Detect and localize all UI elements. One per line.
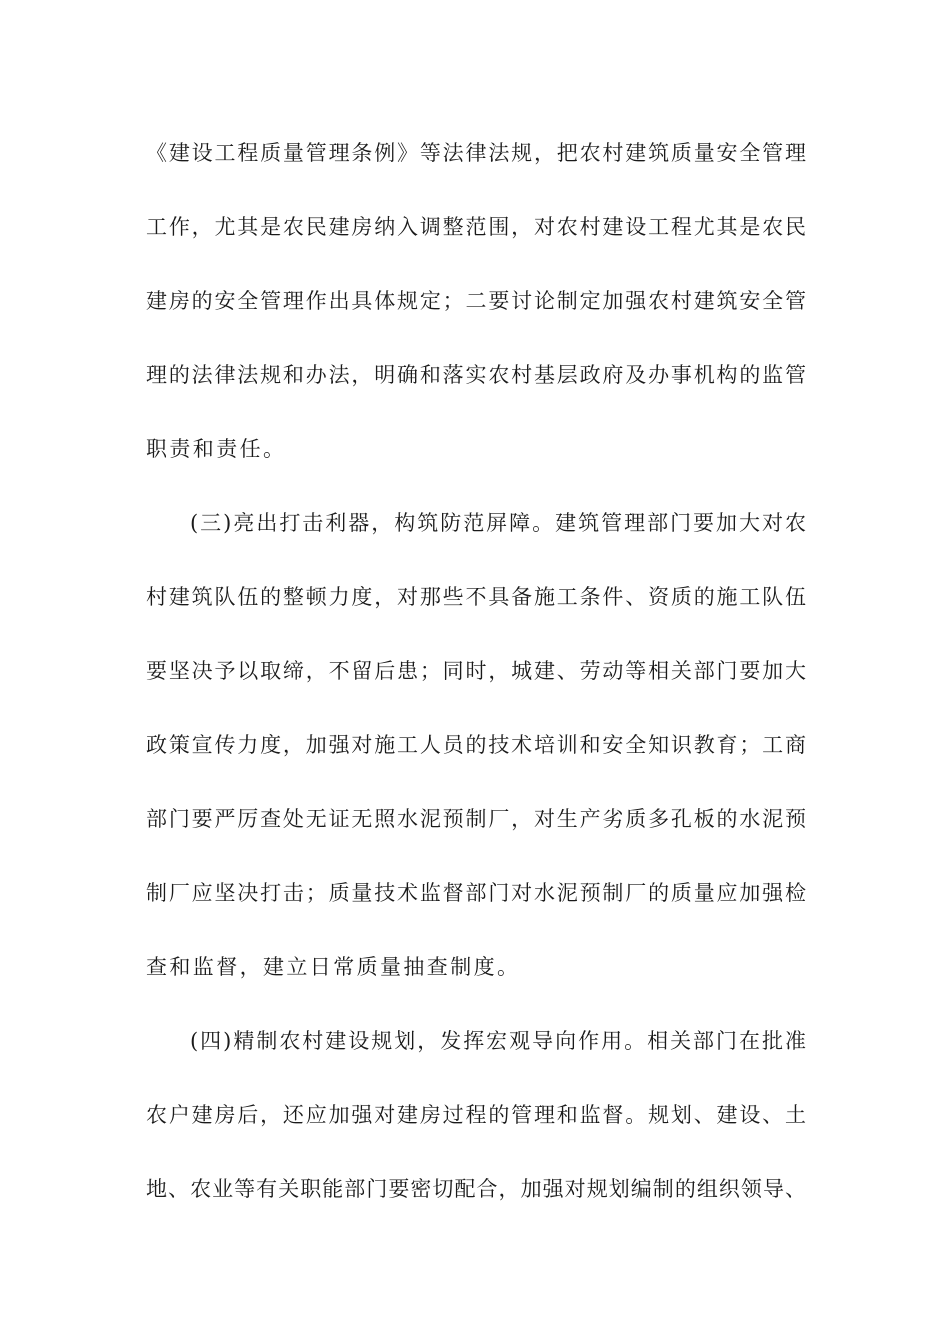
text-line: 政策宣传力度，加强对施工人员的技术培训和安全知识教育；工商 xyxy=(146,733,806,757)
text-line: 部门要严厉查处无证无照水泥预制厂，对生产劣质多孔板的水泥预 xyxy=(146,807,806,831)
text-line: 《建设工程质量管理条例》等法律法规，把农村建筑质量安全管理 xyxy=(146,141,806,165)
text-line: 职责和责任。 xyxy=(146,437,287,461)
text-line: 建房的安全管理作出具体规定；二要讨论制定加强农村建筑安全管 xyxy=(146,289,806,313)
paragraph-heading-line: (三)亮出打击利器，构筑防范屏障。建筑管理部门要加大对农 xyxy=(190,511,806,535)
text-line: 查和监督，建立日常质量抽查制度。 xyxy=(146,955,521,979)
paragraph-heading-line: (四)精制农村建设规划，发挥宏观导向作用。相关部门在批准 xyxy=(190,1029,806,1053)
text-line: 理的法律法规和办法，明确和落实农村基层政府及办事机构的监管 xyxy=(146,363,806,387)
text-line: 要坚决予以取缔，不留后患；同时，城建、劳动等相关部门要加大 xyxy=(146,659,806,683)
text-line: 制厂应坚决打击；质量技术监督部门对水泥预制厂的质量应加强检 xyxy=(146,881,806,905)
text-line: 村建筑队伍的整顿力度，对那些不具备施工条件、资质的施工队伍 xyxy=(146,585,806,609)
text-line: 工作，尤其是农民建房纳入调整范围，对农村建设工程尤其是农民 xyxy=(146,215,806,239)
text-line: 农户建房后，还应加强对建房过程的管理和监督。规划、建设、土 xyxy=(146,1103,806,1127)
body-text xyxy=(146,131,806,1241)
text-line: 地、农业等有关职能部门要密切配合，加强对规划编制的组织领导、 xyxy=(146,1177,806,1201)
